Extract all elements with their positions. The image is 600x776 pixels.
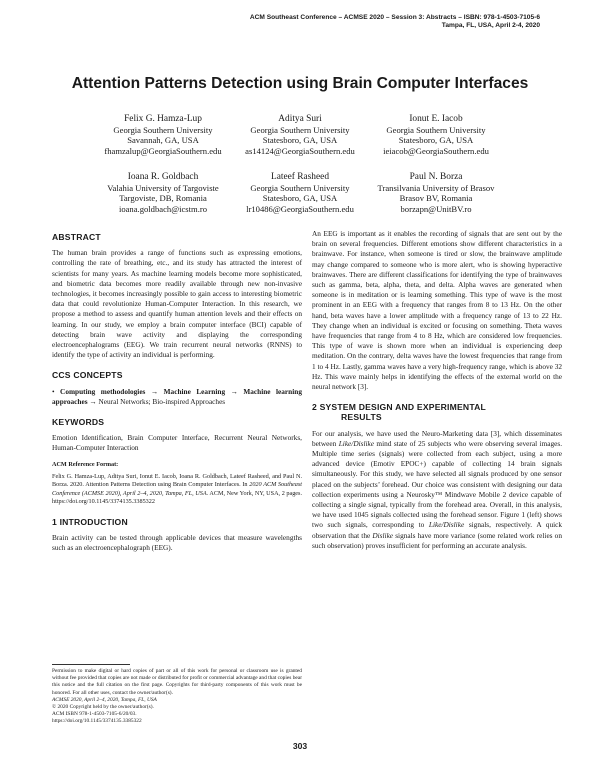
reference-heading: ACM Reference Format:: [52, 460, 119, 468]
conference-line: ACMSE 2020, April 2–4, 2020, Tampa, FL, USA: [52, 696, 157, 703]
author-name: Lateef Rasheed: [270, 172, 330, 182]
eeg-paragraph: An EEG is important as it enables the recording of signals that are sent out by the brain on several frequencies. Different emotions show different characteristics in a brainwave. For instance, when someone is tired or slow, the brainwave amplitude may change compared to someone who is more alert, who is showing hyperactive brainwaves. There are different classifications for identifying the type of brainwaves such as gamma, beta, alpha, theta, and delta. Alpha waves are generated when someone is in meditation or is learning something. This type of wave is the most prominent in an EEG with a frequency that ranges from 8 to 13 Hz. On the other hand, beta waves have a lower amplitude with a frequency range of 13 to 22 Hz. They change when an individual is excited or focusing on something. Theta waves have frequencies that range from 4 to 8 Hz, which are considered low frequencies. This type of wave is shown more when an individual is experiencing deep meditation. On the contrary, delta waves have the lowest frequencies that range from 1 to 4 Hz. Lastly, gamma waves have a very high-frequency range, which is above 32 Hz. This wave mainly helps in identifying the effects of the external world on the neural network [3].: [312, 229, 562, 392]
arrow-icon: →: [89, 396, 97, 406]
header-line-1: ACM Southeast Conference – ACMSE 2020 – Session 3: Abstracts – ISBN: 978-1-4503-7105-6: [249, 14, 540, 21]
introduction-text: Brain activity can be tested through applicable devices that measure wavelengths such as an electroencephalograph (EEG).: [52, 532, 302, 553]
ccs-concept: Machine Learning: [163, 386, 226, 396]
author-email: as14124@GeorgiaSouthern.edu: [245, 145, 355, 156]
isbn-line: ACM ISBN 978-1-4503-7105-6/20/03.: [52, 711, 137, 718]
author-email: ieiacob@GeorgiaSouthern.edu: [383, 145, 489, 156]
author-location: Statesboro, GA, USA: [262, 135, 338, 145]
abstract-text: The human brain provides a range of functions such as expressing emotions, controlling the rate of breathing, etc., and its study has attracted the interest of scientists for many years. As machine learning models become more sophisticated, and biometric data becomes more readily available through new non-invasive technologies, it becomes increasingly possible to gain access to interesting biometric data that could revolutionize Human-Computer Interaction. In this research, we propose a method to assess and quantify human attention levels and their effects on learning. In our study, we employ a brain computer interface (BCI) capable of detecting brain wave activity and displaying the corresponding electroencephalograms (EEG). We train recurrent neural networks (RNNS) to identify the type of activity an individual is performing.: [52, 248, 302, 360]
author-block: [346, 114, 526, 156]
keywords-heading: KEYWORDS: [52, 417, 105, 428]
author-affiliation: Georgia Southern University: [386, 124, 486, 135]
author-email: borzapn@UnitBV.ro: [400, 203, 472, 214]
paper-title: Attention Patterns Detection using Brain Computer Interfaces: [71, 75, 529, 92]
author-affiliation: Transilvania University of Brasov: [377, 182, 495, 193]
author-affiliation: Georgia Southern University: [250, 124, 350, 135]
author-name: Aditya Suri: [278, 114, 322, 124]
author-email: ioana.goldbach@icstm.ro: [118, 203, 208, 214]
ccs-text: [52, 387, 302, 407]
copyright-line: © 2020 Copyright held by the owner/author(s).: [52, 704, 154, 711]
author-affiliation: Valahia University of Targoviste: [107, 182, 219, 193]
author-name: Paul N. Borza: [409, 172, 463, 182]
author-email: fhamzalup@GeorgiaSouthern.edu: [104, 145, 222, 156]
page-number: 303: [292, 741, 308, 751]
reference-text: Felix G. Hamza-Lup, Aditya Suri, Ionut E. Iacob, Ioana R. Goldbach, Lateef Rasheed, and Paul N. Borza. 2020. Attention Patterns Detection using Brain Computer Interfaces. In 2020 ACM Southeast Conference (ACMSE 2020), April 2–4, 2020, Tampa, FL, USA. ACM, New York, NY, USA, 2 pages. https://doi.org/10.1145/3374135.3385322: [52, 473, 303, 506]
introduction-heading: 1 INTRODUCTION: [52, 516, 128, 527]
reference-venue: 2020 ACM Southeast Conference (ACMSE 2020), April 2–4, 2020, Tampa, FL, USA.: [52, 481, 303, 497]
author-location: Targoviste, DB, Romania: [119, 193, 207, 203]
footnote-divider: [52, 664, 130, 665]
author-location: Savannah, GA, USA: [127, 135, 199, 145]
keywords-text: Emotion Identification, Brain Computer Interface, Recurrent Neural Networks, Human-Computer Interaction: [52, 433, 302, 453]
author-name: Ioana R. Goldbach: [127, 172, 199, 182]
arrow-icon: →: [230, 386, 238, 396]
author-affiliation: Georgia Southern University: [250, 182, 350, 193]
ccs-concept: Computing methodologies: [60, 386, 146, 396]
author-name: Felix G. Hamza-Lup: [124, 114, 202, 124]
author-email: lr10486@GeorgiaSouthern.edu: [246, 203, 354, 214]
ccs-concept: Machine learning approaches: [52, 386, 302, 406]
section-2-text: For our analysis, we have used the Neuro-Marketing data [3], which disseminates between Like/Dislike mind state of 25 subjects who were observing several images. Multiple time series (signals) were collected from each subject, using a more advanced device (Emotiv EPOC+) capable of collecting 14 brain signals simultaneously. For this study, we have selected all signals produced by one sensor placed on the subjects’ forehead. Our choice was consistent with designing our data collection experiments using a Neurosky™ Mindwave Mobile 2 device capable of collecting a single signal, typically from the forehead area. Overall, in this analysis, we have used 1045 signals collected using the forehead sensor. Figure 1 (left) shows two such signals, corresponding to Like/Dislike signals, respectively. A quick observation that the Dislike signals have more variance (some related work relies on such observation) proves insufficient for performing an accurate analysis.: [312, 428, 563, 550]
doi-line: https://doi.org/10.1145/3374135.3385322: [52, 718, 142, 725]
author-location: Statesboro, GA, USA: [398, 135, 474, 145]
section-2-heading: 2 SYSTEM DESIGN AND EXPERIMENTAL RESULTS: [312, 402, 486, 423]
ccs-bullet: •: [52, 386, 55, 396]
author-location: Brasov BV, Romania: [399, 193, 473, 203]
author-affiliation: Georgia Southern University: [113, 124, 213, 135]
header-line-2: Tampa, FL, USA, April 2-4, 2020: [441, 22, 540, 30]
author-block: [346, 172, 526, 214]
author-name: Ionut E. Iacob: [409, 114, 463, 124]
arrow-icon: →: [150, 386, 159, 396]
left-column: [52, 232, 302, 553]
ccs-heading: CCS CONCEPTS: [52, 370, 123, 381]
permission-text: Permission to make digital or hard copies of part or all of this work for personal or classroom use is granted without fee provided that copies are not made or distributed for profit or commercial advantage and that copies bear this notice and the full citation on the first page. Copyrights for third-party components of this work must be honored. For all other uses, contact the owner/author(s).: [52, 668, 302, 696]
right-column: [312, 229, 562, 551]
running-header: [60, 14, 540, 31]
abstract-heading: ABSTRACT: [52, 232, 101, 242]
author-location: Statesboro, GA, USA: [262, 193, 338, 203]
permission-block: [52, 668, 302, 726]
ccs-concept: Neural Networks; Bio-inspired Approaches: [98, 396, 226, 406]
